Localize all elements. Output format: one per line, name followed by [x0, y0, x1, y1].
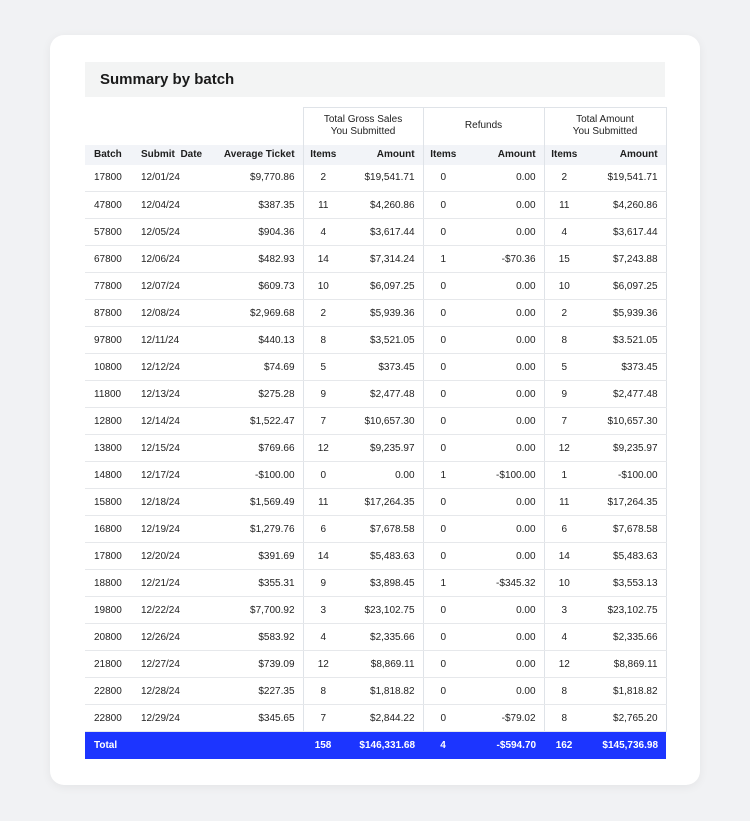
cell-gross-amount: $2,844.22	[343, 705, 423, 732]
cell-gross-amount: $3,521.05	[343, 327, 423, 354]
cell-average-ticket: $482.93	[203, 246, 303, 273]
cell-gross-items: 12	[303, 435, 343, 462]
cell-gross-amount: $9,235.97	[343, 435, 423, 462]
cell-total-items: 3	[544, 597, 584, 624]
col-submit-date[interactable]: Submit Date	[141, 145, 203, 165]
cell-total-amount: $7,243.88	[584, 246, 666, 273]
cell-gross-items: 10	[303, 273, 343, 300]
cell-gross-amount: $3,617.44	[343, 219, 423, 246]
column-group-row	[85, 108, 666, 145]
cell-total-items: 5	[544, 354, 584, 381]
cell-submit-date: 12/22/24	[141, 597, 203, 624]
cell-total-items: 11	[544, 192, 584, 219]
cell-refund-items: 0	[423, 678, 463, 705]
cell-batch: 22800	[85, 678, 141, 705]
cell-refund-amount: -$79.02	[463, 705, 544, 732]
cell-batch: 14800	[85, 462, 141, 489]
cell-average-ticket: $275.28	[203, 381, 303, 408]
cell-total-items: 2	[544, 165, 584, 192]
cell-total-items: 8	[544, 705, 584, 732]
cell-total-amount: $3,553.13	[584, 570, 666, 597]
cell-gross-items: 0	[303, 462, 343, 489]
cell-gross-items: 9	[303, 570, 343, 597]
cell-batch: 57800	[85, 219, 141, 246]
cell-submit-date: 12/17/24	[141, 462, 203, 489]
cell-batch: 10800	[85, 354, 141, 381]
cell-refund-items: 0	[423, 354, 463, 381]
col-total-amount[interactable]: Amount	[584, 145, 666, 165]
cell-total-amount: $373.45	[584, 354, 666, 381]
table-row[interactable]	[85, 273, 666, 300]
cell-total-items: 9	[544, 381, 584, 408]
cell-gross-items: 4	[303, 624, 343, 651]
cell-batch: 47800	[85, 192, 141, 219]
cell-gross-items: 4	[303, 219, 343, 246]
cell-average-ticket: $769.66	[203, 435, 303, 462]
table-row[interactable]	[85, 624, 666, 651]
cell-total-amount: $3.521.05	[584, 327, 666, 354]
cell-gross-items: 2	[303, 165, 343, 192]
cell-gross-amount: $1,818.82	[343, 678, 423, 705]
cell-total-amount: $5,939.36	[584, 300, 666, 327]
cell-total-items: 15	[544, 246, 584, 273]
cell-submit-date: 12/27/24	[141, 651, 203, 678]
cell-gross-items: 2	[303, 300, 343, 327]
cell-gross-items: 11	[303, 192, 343, 219]
table-row[interactable]	[85, 435, 666, 462]
cell-gross-items: 14	[303, 543, 343, 570]
table-row[interactable]	[85, 300, 666, 327]
cell-gross-items: 7	[303, 705, 343, 732]
table-row[interactable]	[85, 462, 666, 489]
cell-average-ticket: $2,969.68	[203, 300, 303, 327]
cell-refund-amount: 0.00	[463, 597, 544, 624]
table-row[interactable]	[85, 651, 666, 678]
cell-total-items: 12	[544, 435, 584, 462]
cell-total-amount: $23,102.75	[584, 597, 666, 624]
cell-batch: 16800	[85, 516, 141, 543]
cell-gross-amount: 0.00	[343, 462, 423, 489]
col-refund-items[interactable]: Items	[423, 145, 463, 165]
cell-gross-amount: $10,657.30	[343, 408, 423, 435]
cell-gross-items: 12	[303, 651, 343, 678]
cell-submit-date: 12/01/24	[141, 165, 203, 192]
cell-total-amount: $10,657.30	[584, 408, 666, 435]
total-gross-amount: $146,331.68	[343, 732, 423, 759]
column-header-row	[85, 145, 666, 165]
cell-submit-date: 12/05/24	[141, 219, 203, 246]
col-total-items[interactable]: Items	[544, 145, 584, 165]
cell-refund-items: 0	[423, 624, 463, 651]
cell-total-items: 4	[544, 219, 584, 246]
cell-refund-amount: 0.00	[463, 381, 544, 408]
cell-total-items: 14	[544, 543, 584, 570]
cell-refund-items: 0	[423, 597, 463, 624]
cell-average-ticket: $583.92	[203, 624, 303, 651]
cell-total-amount: $2,765.20	[584, 705, 666, 732]
cell-refund-amount: 0.00	[463, 543, 544, 570]
cell-total-items: 6	[544, 516, 584, 543]
cell-submit-date: 12/11/24	[141, 327, 203, 354]
table-row[interactable]	[85, 489, 666, 516]
total-refund-amount: -$594.70	[463, 732, 544, 759]
cell-refund-items: 0	[423, 408, 463, 435]
cell-submit-date: 12/06/24	[141, 246, 203, 273]
cell-submit-date: 12/28/24	[141, 678, 203, 705]
cell-submit-date: 12/04/24	[141, 192, 203, 219]
table-row[interactable]	[85, 354, 666, 381]
cell-gross-amount: $8,869.11	[343, 651, 423, 678]
cell-batch: 11800	[85, 381, 141, 408]
cell-refund-amount: 0.00	[463, 219, 544, 246]
table-row[interactable]	[85, 516, 666, 543]
cell-average-ticket: $904.36	[203, 219, 303, 246]
cell-refund-items: 0	[423, 516, 463, 543]
cell-average-ticket: $1,279.76	[203, 516, 303, 543]
cell-total-amount: $2,477.48	[584, 381, 666, 408]
table-row[interactable]	[85, 246, 666, 273]
cell-refund-items: 0	[423, 273, 463, 300]
cell-gross-amount: $373.45	[343, 354, 423, 381]
cell-refund-amount: 0.00	[463, 192, 544, 219]
cell-total-amount: $5,483.63	[584, 543, 666, 570]
cell-batch: 20800	[85, 624, 141, 651]
table-row[interactable]	[85, 165, 666, 192]
cell-refund-amount: 0.00	[463, 165, 544, 192]
cell-submit-date: 12/15/24	[141, 435, 203, 462]
cell-average-ticket: $227.35	[203, 678, 303, 705]
col-batch[interactable]: Batch	[85, 145, 141, 165]
cell-gross-items: 8	[303, 678, 343, 705]
cell-gross-amount: $7,678.58	[343, 516, 423, 543]
cell-refund-amount: 0.00	[463, 678, 544, 705]
cell-submit-date: 12/12/24	[141, 354, 203, 381]
cell-average-ticket: $1,569.49	[203, 489, 303, 516]
cell-refund-amount: -$100.00	[463, 462, 544, 489]
cell-gross-items: 9	[303, 381, 343, 408]
cell-total-items: 4	[544, 624, 584, 651]
cell-average-ticket: $9,770.86	[203, 165, 303, 192]
cell-total-items: 1	[544, 462, 584, 489]
cell-submit-date: 12/18/24	[141, 489, 203, 516]
cell-average-ticket: $609.73	[203, 273, 303, 300]
cell-refund-amount: 0.00	[463, 651, 544, 678]
cell-refund-items: 0	[423, 327, 463, 354]
cell-gross-amount: $2,335.66	[343, 624, 423, 651]
cell-submit-date: 12/20/24	[141, 543, 203, 570]
cell-refund-amount: 0.00	[463, 435, 544, 462]
cell-gross-amount: $23,102.75	[343, 597, 423, 624]
cell-submit-date: 12/26/24	[141, 624, 203, 651]
cell-refund-items: 0	[423, 192, 463, 219]
cell-total-amount: $1,818.82	[584, 678, 666, 705]
cell-submit-date: 12/14/24	[141, 408, 203, 435]
cell-gross-items: 7	[303, 408, 343, 435]
cell-refund-items: 1	[423, 462, 463, 489]
cell-gross-items: 11	[303, 489, 343, 516]
cell-total-amount: $8,869.11	[584, 651, 666, 678]
cell-submit-date: 12/08/24	[141, 300, 203, 327]
batch-summary-table	[85, 107, 667, 759]
cell-refund-amount: 0.00	[463, 273, 544, 300]
cell-total-amount: -$100.00	[584, 462, 666, 489]
cell-gross-amount: $6,097.25	[343, 273, 423, 300]
col-gross-amount[interactable]: Amount	[343, 145, 423, 165]
table-row[interactable]	[85, 705, 666, 732]
cell-average-ticket: $1,522.47	[203, 408, 303, 435]
table-row[interactable]	[85, 678, 666, 705]
cell-total-amount: $2,335.66	[584, 624, 666, 651]
cell-average-ticket: $74.69	[203, 354, 303, 381]
cell-total-amount: $7,678.58	[584, 516, 666, 543]
summary-card	[50, 35, 700, 785]
cell-total-items: 10	[544, 570, 584, 597]
col-average-ticket[interactable]: Average Ticket	[203, 145, 303, 165]
cell-batch: 12800	[85, 408, 141, 435]
cell-refund-amount: 0.00	[463, 300, 544, 327]
total-row	[85, 732, 666, 759]
group-total-amount: Total Amount You Submitted	[544, 108, 666, 145]
table-row[interactable]	[85, 408, 666, 435]
cell-batch: 97800	[85, 327, 141, 354]
table-row[interactable]	[85, 327, 666, 354]
cell-refund-amount: -$345.32	[463, 570, 544, 597]
cell-gross-items: 14	[303, 246, 343, 273]
cell-gross-amount: $4,260.86	[343, 192, 423, 219]
cell-average-ticket: $355.31	[203, 570, 303, 597]
cell-total-items: 12	[544, 651, 584, 678]
cell-refund-amount: -$70.36	[463, 246, 544, 273]
cell-gross-items: 5	[303, 354, 343, 381]
cell-average-ticket: $391.69	[203, 543, 303, 570]
cell-average-ticket: $440.13	[203, 327, 303, 354]
cell-refund-items: 0	[423, 651, 463, 678]
cell-refund-items: 0	[423, 165, 463, 192]
cell-batch: 17800	[85, 543, 141, 570]
cell-refund-amount: 0.00	[463, 624, 544, 651]
cell-total-amount: $17,264.35	[584, 489, 666, 516]
cell-gross-amount: $7,314.24	[343, 246, 423, 273]
cell-refund-amount: 0.00	[463, 516, 544, 543]
cell-batch: 19800	[85, 597, 141, 624]
table-row[interactable]	[85, 381, 666, 408]
cell-batch: 21800	[85, 651, 141, 678]
cell-total-amount: $9,235.97	[584, 435, 666, 462]
cell-batch: 67800	[85, 246, 141, 273]
cell-refund-items: 0	[423, 705, 463, 732]
cell-refund-items: 0	[423, 219, 463, 246]
total-total-items: 162	[544, 732, 584, 759]
total-refund-items: 4	[423, 732, 463, 759]
cell-gross-amount: $17,264.35	[343, 489, 423, 516]
cell-total-amount: $3,617.44	[584, 219, 666, 246]
cell-batch: 87800	[85, 300, 141, 327]
cell-submit-date: 12/13/24	[141, 381, 203, 408]
table-row[interactable]	[85, 543, 666, 570]
cell-total-items: 8	[544, 327, 584, 354]
cell-total-items: 7	[544, 408, 584, 435]
cell-refund-items: 0	[423, 489, 463, 516]
cell-gross-items: 8	[303, 327, 343, 354]
cell-total-amount: $4,260.86	[584, 192, 666, 219]
cell-refund-amount: 0.00	[463, 327, 544, 354]
col-gross-items[interactable]: Items	[303, 145, 343, 165]
cell-average-ticket: $345.65	[203, 705, 303, 732]
cell-average-ticket: $387.35	[203, 192, 303, 219]
cell-submit-date: 12/19/24	[141, 516, 203, 543]
cell-total-items: 11	[544, 489, 584, 516]
cell-average-ticket: -$100.00	[203, 462, 303, 489]
cell-refund-amount: 0.00	[463, 408, 544, 435]
cell-total-items: 2	[544, 300, 584, 327]
cell-average-ticket: $739.09	[203, 651, 303, 678]
cell-gross-amount: $5,939.36	[343, 300, 423, 327]
group-refunds: Refunds	[423, 108, 544, 145]
cell-refund-amount: 0.00	[463, 489, 544, 516]
total-gross-items: 158	[303, 732, 343, 759]
cell-batch: 17800	[85, 165, 141, 192]
cell-refund-items: 0	[423, 300, 463, 327]
cell-batch: 22800	[85, 705, 141, 732]
table-row[interactable]	[85, 597, 666, 624]
section-title: Summary by batch	[85, 62, 665, 97]
cell-total-items: 8	[544, 678, 584, 705]
cell-gross-amount: $19,541.71	[343, 165, 423, 192]
cell-refund-items: 1	[423, 246, 463, 273]
table-row[interactable]	[85, 192, 666, 219]
cell-gross-items: 6	[303, 516, 343, 543]
cell-gross-amount: $2,477.48	[343, 381, 423, 408]
cell-average-ticket: $7,700.92	[203, 597, 303, 624]
cell-gross-items: 3	[303, 597, 343, 624]
total-label: Total	[85, 732, 303, 759]
cell-submit-date: 12/07/24	[141, 273, 203, 300]
cell-gross-amount: $5,483.63	[343, 543, 423, 570]
col-refund-amount[interactable]: Amount	[463, 145, 544, 165]
cell-gross-amount: $3,898.45	[343, 570, 423, 597]
cell-submit-date: 12/29/24	[141, 705, 203, 732]
cell-total-amount: $6,097.25	[584, 273, 666, 300]
total-total-amount: $145,736.98	[584, 732, 666, 759]
cell-refund-items: 0	[423, 435, 463, 462]
cell-batch: 13800	[85, 435, 141, 462]
table-row[interactable]	[85, 570, 666, 597]
cell-total-amount: $19,541.71	[584, 165, 666, 192]
cell-refund-items: 0	[423, 543, 463, 570]
cell-batch: 77800	[85, 273, 141, 300]
cell-refund-items: 0	[423, 381, 463, 408]
table-row[interactable]	[85, 219, 666, 246]
cell-refund-amount: 0.00	[463, 354, 544, 381]
cell-submit-date: 12/21/24	[141, 570, 203, 597]
cell-batch: 18800	[85, 570, 141, 597]
cell-total-items: 10	[544, 273, 584, 300]
cell-batch: 15800	[85, 489, 141, 516]
cell-refund-items: 1	[423, 570, 463, 597]
group-gross-sales: Total Gross Sales You Submitted	[303, 108, 423, 145]
